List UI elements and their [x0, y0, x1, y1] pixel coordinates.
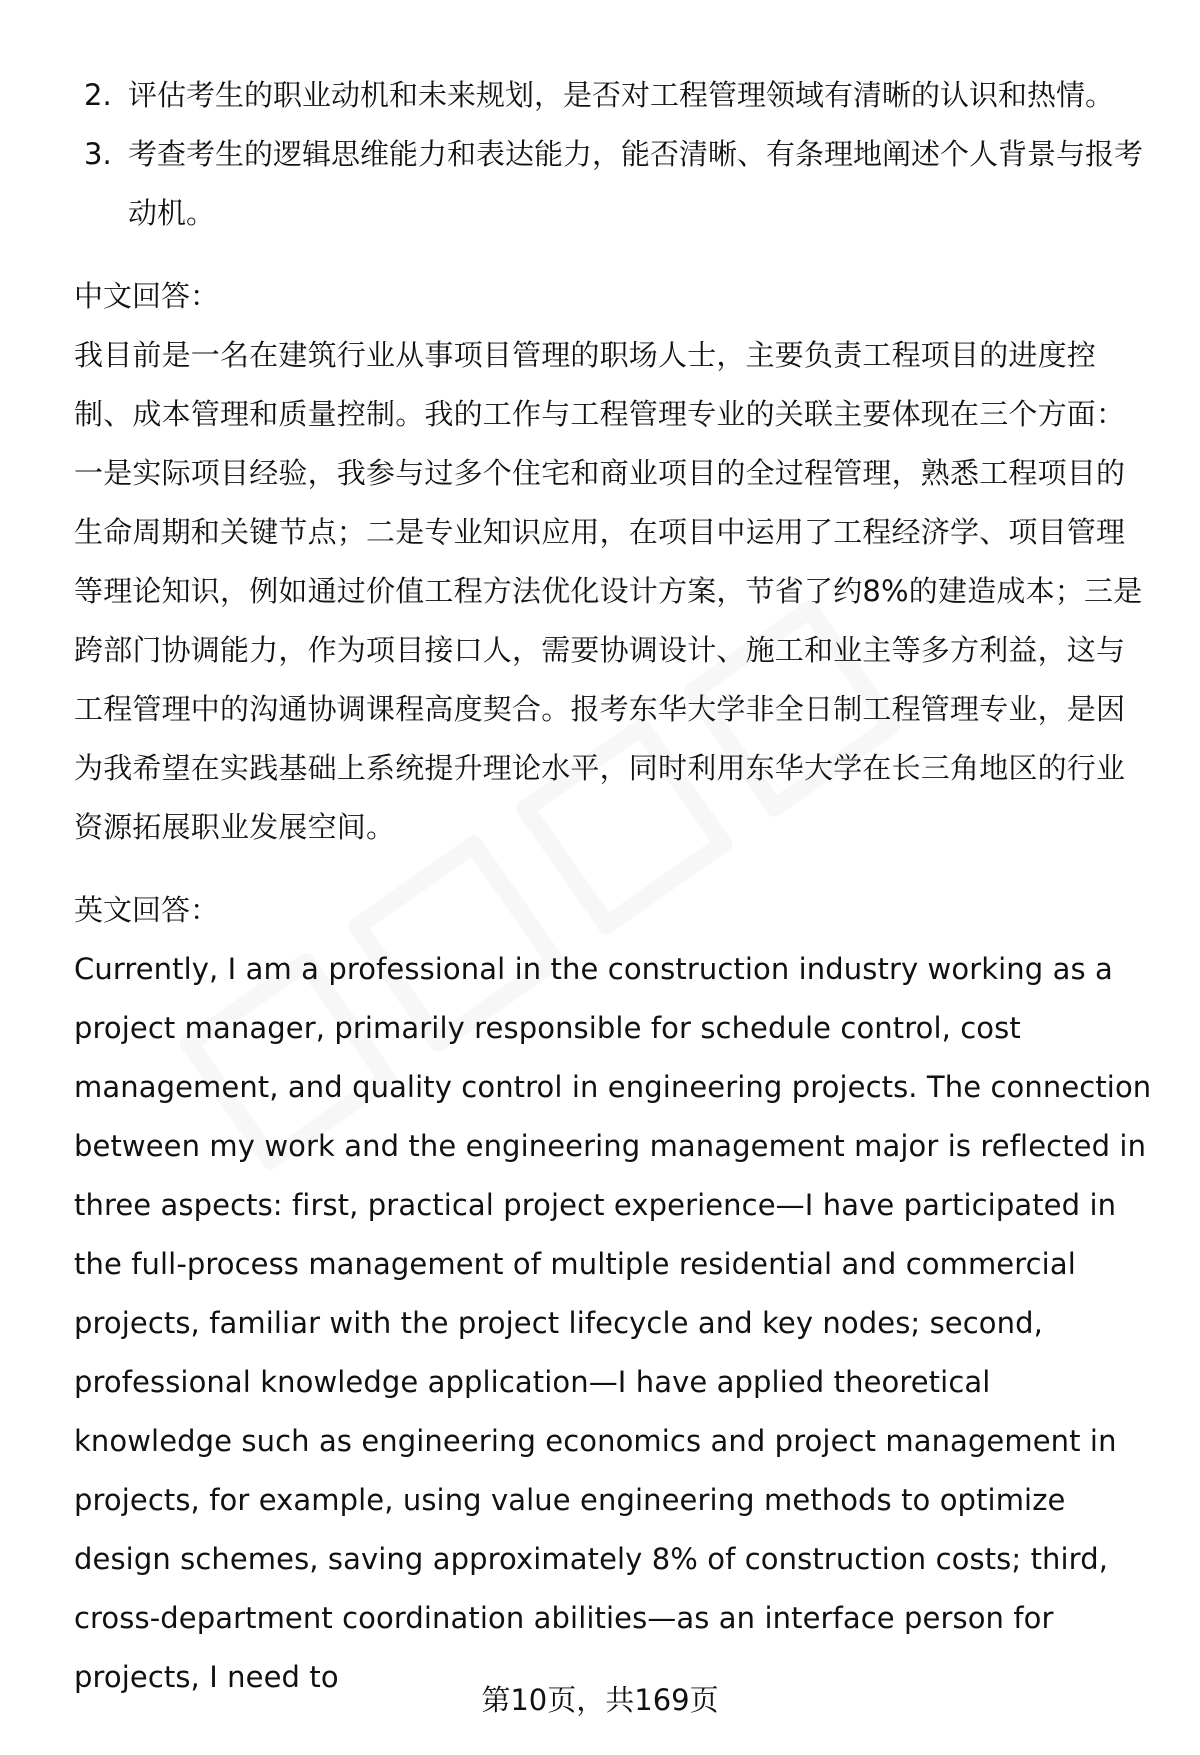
list-item — [74, 66, 1154, 125]
list-item-text: 评估考生的职业动机和未来规划，是否对工程管理领域有清晰的认识和热情。 — [128, 78, 1115, 112]
list-item-text: 考查考生的逻辑思维能力和表达能力，能否清晰、有条理地阐述个人背景与报考动机。 — [128, 137, 1144, 230]
page-number: 第10页，共169页 — [481, 1683, 719, 1717]
list-item-number: 2. — [84, 78, 112, 112]
chinese-answer-body: 我目前是一名在建筑行业从事项目管理的职场人士，主要负责工程项目的进度控制、成本管理和质量控制。我的工作与工程管理专业的关联主要体现在三个方面：一是实际项目经验，我参与过多个住宅和商业项目的全过程管理，熟悉工程项目的生命周期和关键节点；二是专业知识应用，在项目中运用了工程经济学、项目管理等理论知识，例如通过价值工程方法优化设计方案，节省了约8%的建造成本；三是跨部门协调能力，作为项目接口人，需要协调设计、施工和业主等多方利益，这与工程管理中的沟通协调课程高度契合。报考东华大学非全日制工程管理专业，是因为我希望在实践基础上系统提升理论水平，同时利用东华大学在长三角地区的行业资源拓展职业发展空间。 — [74, 338, 1143, 844]
english-answer-body: Currently, I am a professional in the construction industry working as a project manager, primarily responsible for schedule control, cost management, and quality control in engineering projects. The connection between my work and the engineering management major is reflected in three aspects: first, practical project experience—I have participated in the full-process management of multiple residential and commercial projects, familiar with the project lifecycle and key nodes; second, professional knowledge application—I have applied theoretical knowledge such as engineering economics and project management in projects, for example, using value engineering methods to optimize design schemes, saving approximately 8% of construction costs; third, cross-department coordination abilities—as an interface person for projects, I need to — [74, 952, 1152, 1694]
document-content — [74, 66, 1154, 1707]
list-item-number: 3. — [84, 137, 112, 171]
english-answer-label: 英文回答： — [74, 893, 220, 927]
list-item — [74, 125, 1154, 243]
chinese-answer-label: 中文回答： — [74, 279, 220, 313]
